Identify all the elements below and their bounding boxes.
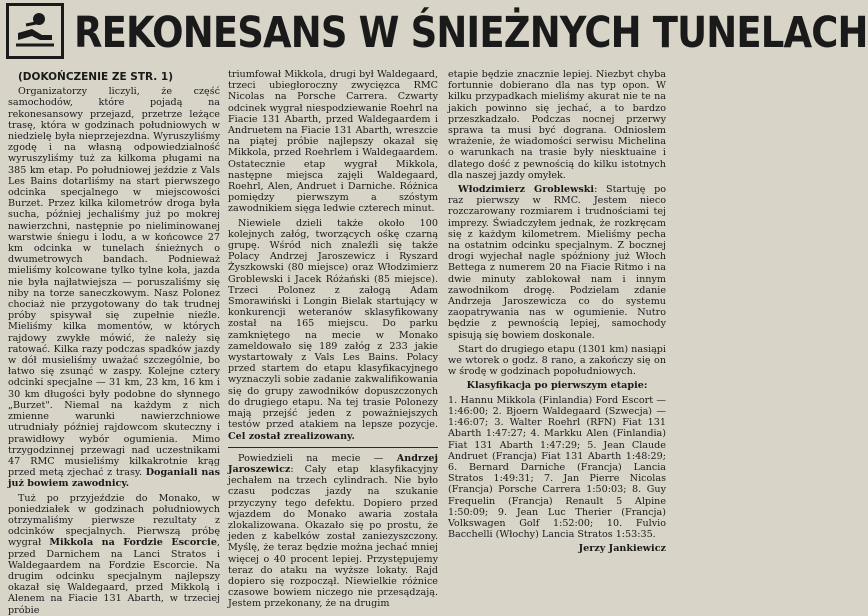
bold-name: Włodzimierz Groblewski	[458, 184, 595, 196]
bold-sentence: Cel został zrealizowany.	[228, 430, 355, 442]
paragraph-text: Tuż po przyjeździe do Monako, w poniedziałek w godzinach południowych otrzymaliśmy pierwsze rezultaty z odcinków specjalnych. Pierwszą próbę wygrał	[8, 492, 220, 549]
classification-results: 1. Hannu Mikkola (Finlandia) Ford Escort — 1:46:00; 2. Bjoern Waldegaard (Szwecja) — 1:46:07; 3. Walter Roehrl (RFN) Fiat 131 Abarth 1:47:27; 4. Markku Alen (Finlandia) Fiat 131 Abarth 1:47:29; 5. Jean Claude Andruet (Francja) Fiat 131 Abarth 1:48:29; 6. Bernard Darniche (Francja) Lancia Stratos 1:49:31; 7. Jan Pierre Nicolas (Francja) Porsche Carrera 1:50:03; 8. Guy Frequelin (Francja) Renault 5 Alpine 1:50:09; 9. Jean Luc Therier (Francja) Volkswagen Golf 1:52:00; 10. Fulvio Bacchelli (Włochy) Lancia Stratos 1:53:35.	[448, 394, 666, 541]
paragraph	[228, 218, 438, 442]
paragraph-text: , przed Darnichem na Lanci Stratos i Waldegaardem na Fordzie Escorcie. Na drugim odcinku specjalnym najlepszy okazał się Waldegaard, przed Mikkolą i Alenem na Fiacie 131 Abarth, w trzeciej próbie	[8, 537, 220, 616]
paragraph	[8, 493, 220, 616]
bold-name: Mikkola na Fordzie Escorcie	[49, 537, 217, 549]
continuation-note: (DOKOŃCZENIE ZE STR. 1)	[18, 71, 174, 83]
paragraph	[228, 453, 438, 610]
paragraph: etapie będzie znacznie lepiej. Niezbyt chyba fortunnie dobierano dla nas typ opon. W kilku przypadkach mieliśmy akurat nie te na jakich powinno się jechać, a to bardzo przeszkadzało. Podczas nocnej przerwy sprawa ta musi być dograna. Odniosłem wrażenie, że wiadomości serwisu Michelina o warunkach na trasie były niesktuaine i dlatego dość z pewnością do kilku istotnych dla naszej jazdy omyłek.	[448, 69, 666, 181]
author-signature: Jerzy Jankiewicz	[578, 543, 666, 555]
bold-name: Andrzej Jaroszewicz	[228, 452, 438, 475]
logo-graphic	[12, 9, 58, 53]
bold-sentence: Doganiali nas już bowiem zawodnicy.	[8, 467, 220, 490]
paragraph: triumfował Mikkola, drugi był Waldegaard, trzeci ubiegłoroczny zwycięzca RMC Nicolas na Porsche Carrera. Czwarty odcinek wygrał niespodziewanie Roehrl na Fiacie 131 Abarth, przed Waldegaardem i Andruetem na Fiacie 131 Abarth, wreszcie na piątej próbie najlepszy okazał się Mikkola, przed Roehrlem i Waldegaardem. Ostatecznie etap wygrał Mikkola, następne miejsca zajęli Waldegaard, Roehrl, Alen, Andruet i Darniche. Różnica pomiędzy pierwszym a szóstym zawodnikiem sięga ledwie czterech minut.	[228, 69, 438, 215]
paragraph	[8, 86, 220, 489]
article-column-1	[8, 71, 220, 616]
headline: REKONESANS W ŚNIEŻNYCH TUNELACH	[74, 8, 868, 58]
paragraph-text: : Cały etap klasyfikacyjny jechałem na trzech cylindrach. Nie było czasu podczas jazdy na szukanie przyczyny tego defektu. Dopiero przed wjazdem do Monako awaria została zlokalizowana. Okazało się po prostu, że jeden z kabelków został zaniezyszczony. Myślę, że teraz będzie można jechać mniej więcej o 40 procent lepiej. Przystępujemy teraz do ataku na wyższe lokaty. Rajd dopiero się rozpoczął. Niewielkie różnice czasowe bowiem niczego nie przesądzają. Jestem przekonany, że na drugim	[228, 463, 438, 610]
article-column-3	[448, 69, 666, 601]
paragraph	[448, 184, 666, 341]
paragraph-text: : Startuję po raz pierwszy w RMC. Jestem nieco rozczarowany rozmiarem i trudnościami tej imprezy. Świadczyłem jednak, że rozkręcam się z każdym kilometrem. Mieliśmy pecha na ostatnim odcinku specjalnym. Z bocznej drogi wyjechał nagle spóźniony już Włoch Bettega z numerem 20 na Fiacie Ritmo i na dwie minuty zablokował nam i innym zawodnikom drogę. Podzielam zdanie Andrzeja Jaroszewicza co do systemu zaopatrywania nas w ogumienie. Nutro będzie z pewnością lepiej, samochody spisują się bowiem doskonale.	[448, 184, 667, 341]
paragraph: Start do drugiego etapu (1301 km) nasiąpi we wtorek o godz. 8 rano, a zakończy się on w środę w godzinach popołudniowych.	[448, 343, 666, 378]
divider	[228, 447, 438, 448]
paragraph-text: Niewiele dzieli także około 100 kolejnych załóg, tworzących ośkę czarną grupę. Wśród nich znaleźli się także Polacy Andrzej Jaroszewicz i Ryszard Żyszkowski (80 miejsce) oraz Włodzimierz Groblewski i Jacek Różański (85 miejsce). Trzeci Polonez z załogą Adam Smorawiński i Longin Bielak startujący w konkurencji weteranów sklasyfikowany został na 165 miejscu. Do parku zamkniętego na mecie w Monako zameldowało się 189 załóg z 233 jakie wystartowały z Vals Les Bains. Polacy przed startem do etapu klasyfikacyjnego wyznaczyli sobie zadanie zakwalifikowania się do grupy zawodników dopuszczonych do drugiego etapu. Na tej trasie Polonezy mają przejść jeden z poważniejszych testów przed atakiem na lepsze pozycje.	[228, 217, 438, 431]
paragraph-text: Powiedzieli na mecie —	[238, 452, 397, 464]
classification-heading: Klasyfikacja po pierwszym etapie:	[466, 380, 648, 392]
article-column-2	[228, 69, 438, 610]
paragraph-text: Organizatorzy liczyli, że część samochodów, które pojadą na rekonesansowy przejazd, przetrze leżące trasę, która w godzinach południowych w niedzielę była nieprzejezdna. Wyruszyliśmy zgodę i na własną odpowiedzialność wyruszyliśmy tuż za kilkoma pługami na 385 km etap. Po południowej jeździe z Vals Les Bains dotarliśmy na start pierwszego odcinka specjalnego w miejscowości Burzet. Przez kilka kilometrów droga była sucha, później jechaliśmy już po mokrej nawierzchni, następnie po nieliminowanej warstwie śniegu i lodu, a w końcowce 27 km odcinka w tunelach śnieżnych o dwumetrowych bandach. Podnieważ mieliśmy kolcowane tylko tylne koła, jazda nie była najłatwiejsza — poruszaliśmy się niby na torze saneczkowym. Nasz Polonez chociaż nie przygotowany do tak trudnej próby spisywał się zupełnie nieźle. Mieliśmy kilka momentów, w których rajdowy zwykłe mówić, że należy się ratować. Kilka razy podczas spadków jazdy w dół musieliśmy uważać szczególnie, bo łatwo się zsunąć w zaspy. Kolejne cztery odcinki specjalne — 31 km, 23 km, 16 km i 30 km długości były podobne do słynnego „Burzet". Niemal na każdym z nich zmienne warunki nawierzchniowe utrudniały później rajdowcom skuteczny i prawidłowy wybór ogumienia. Mimo trzygodzinnej przewagi nad uczestnikami 47 RMC musieliśmy kilkakrotnie krąg przed metą zjechać z trasy.	[8, 86, 220, 479]
rally-car-driver-icon	[6, 3, 64, 59]
